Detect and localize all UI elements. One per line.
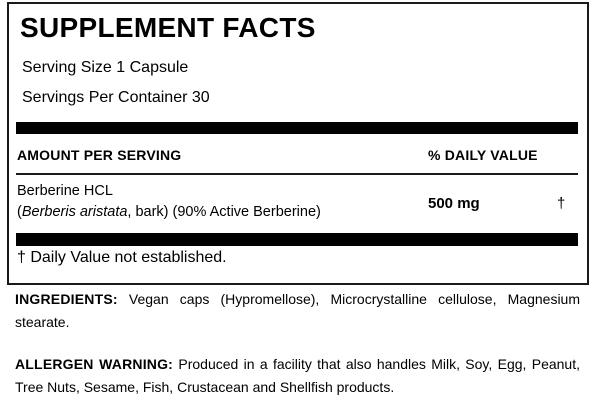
ingredients-label: INGREDIENTS: bbox=[15, 291, 118, 307]
ingredient-detail bbox=[17, 205, 321, 220]
ingredients-text: Vegan caps (Hypromellose), Microcrystalline cellulose, Magnesium stearate. bbox=[15, 291, 580, 330]
ingredient-name: Berberine HCL bbox=[17, 183, 113, 199]
ingredient-detail-rest: , bark) (90% Active Berberine) bbox=[127, 204, 321, 220]
ingredient-amount: 500 mg bbox=[428, 195, 480, 212]
thin-divider-rule bbox=[16, 173, 578, 175]
amount-per-serving-header: AMOUNT PER SERVING bbox=[17, 147, 182, 163]
thick-divider-bar-bottom bbox=[16, 233, 578, 246]
allergen-warning-text: Produced in a facility that also handles Milk, Soy, Egg, Peanut, Tree Nuts, Sesame, Fish, Crustacean and Shellfish products. bbox=[15, 356, 580, 395]
allergen-warning-label: ALLERGEN WARNING: bbox=[15, 356, 174, 372]
daily-value-header: % DAILY VALUE bbox=[428, 147, 538, 163]
panel-title: SUPPLEMENT FACTS bbox=[20, 12, 316, 43]
info-paragraphs bbox=[15, 285, 580, 399]
ingredient-daily-value-dagger: † bbox=[557, 195, 566, 212]
supplement-facts-panel bbox=[7, 2, 589, 285]
ingredient-botanical-name: Berberis aristata bbox=[21, 204, 128, 220]
servings-per-container-text: Servings Per Container 30 bbox=[22, 89, 210, 106]
allergen-warning-paragraph bbox=[15, 353, 580, 399]
ingredients-paragraph bbox=[15, 288, 580, 334]
daily-value-footnote: † Daily Value not established. bbox=[17, 249, 227, 266]
ingredient-detail-open: ( bbox=[17, 204, 22, 220]
serving-size-text: Serving Size 1 Capsule bbox=[22, 59, 189, 76]
thick-divider-bar-top bbox=[16, 122, 578, 134]
